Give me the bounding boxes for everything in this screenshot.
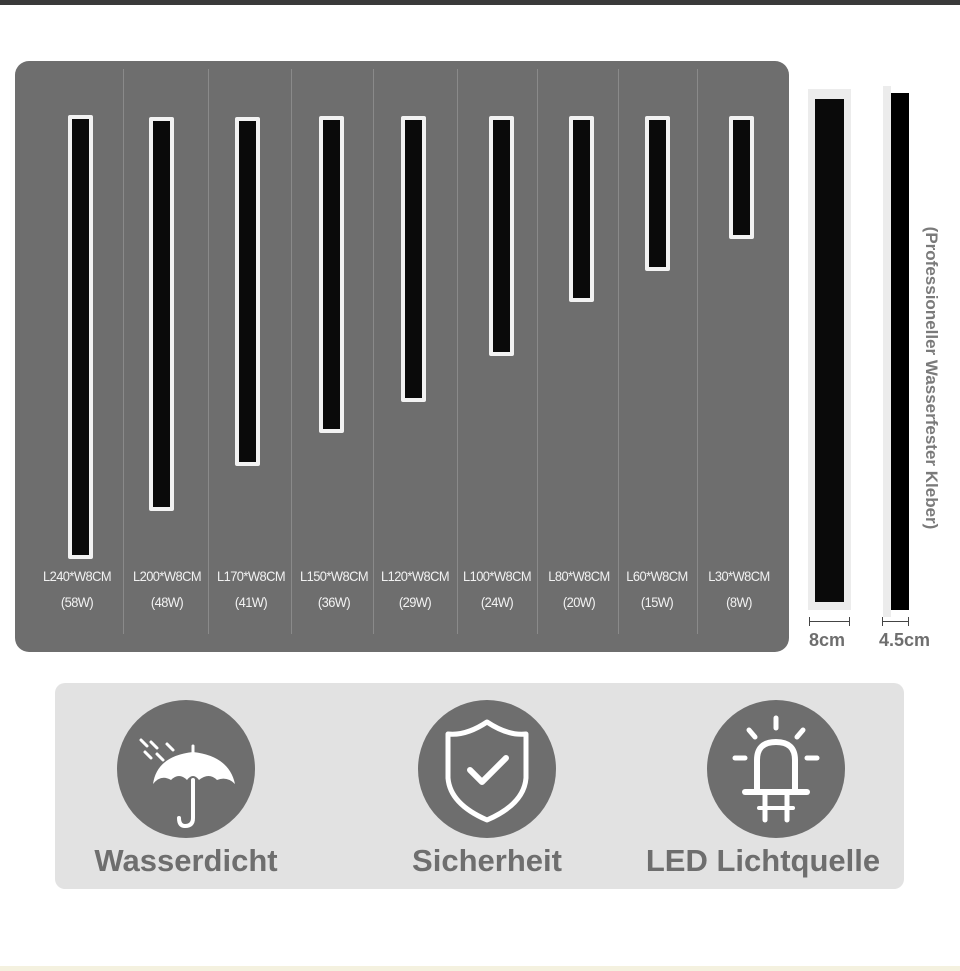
lamp-L30 [729,116,754,239]
feature-label-waterproof: Wasserdicht [94,843,278,878]
wattage-label: (8W) [726,594,752,610]
size-label: L60*W8CM [626,568,688,584]
column-divider [208,69,209,634]
lamp-L120 [401,116,426,402]
size-label: L120*W8CM [380,568,450,584]
wattage-label: (15W) [640,594,674,610]
features-panel [55,683,904,889]
size-label: L30*W8CM [708,568,770,584]
lamp-L200 [149,117,174,511]
lamp-L170 [235,117,260,466]
column-divider [697,69,698,634]
size-label: L240*W8CM [42,568,112,584]
lamp-side-view [891,93,909,610]
led-light-icon [707,700,845,838]
wattage-label: (29W) [398,594,432,610]
lamp-L150 [319,116,344,433]
bottom-edge-bar [0,966,960,971]
depth-dimension-line [882,621,909,622]
depth-dimension-label: 4.5cm [879,630,931,650]
wattage-label: (48W) [150,594,184,610]
wattage-label: (36W) [317,594,351,610]
wattage-label: (20W) [562,594,596,610]
top-edge-bar [0,0,960,5]
column-divider [123,69,124,634]
wattage-label: (24W) [480,594,514,610]
size-comparison-panel [15,61,789,652]
column-divider [618,69,619,634]
lamp-side-adhesive-strip [883,86,891,617]
wattage-label: (41W) [234,594,268,610]
lamp-L240 [68,115,93,559]
size-label: L150*W8CM [299,568,369,584]
adhesive-caption: (Professioneller Wasserfester Kleber) [922,226,941,530]
column-divider [457,69,458,634]
width-dimension-line [809,621,850,622]
feature-label-safety: Sicherheit [412,843,562,878]
width-dimension-label: 8cm [809,630,846,650]
dimension-tick [908,617,909,626]
lamp-front-view [808,89,851,610]
size-label: L80*W8CM [548,568,610,584]
wattage-label: (58W) [60,594,94,610]
umbrella-rain-icon [117,700,255,838]
size-label: L170*W8CM [216,568,286,584]
dimension-tick [849,617,850,626]
column-divider [537,69,538,634]
size-label: L200*W8CM [132,568,202,584]
lamp-L100 [489,116,514,356]
column-divider [291,69,292,634]
feature-label-led: LED Lichtquelle [645,843,881,878]
lamp-L60 [645,116,670,271]
lamp-L80 [569,116,594,302]
size-label: L100*W8CM [462,568,532,584]
column-divider [373,69,374,634]
shield-check-icon [418,700,556,838]
